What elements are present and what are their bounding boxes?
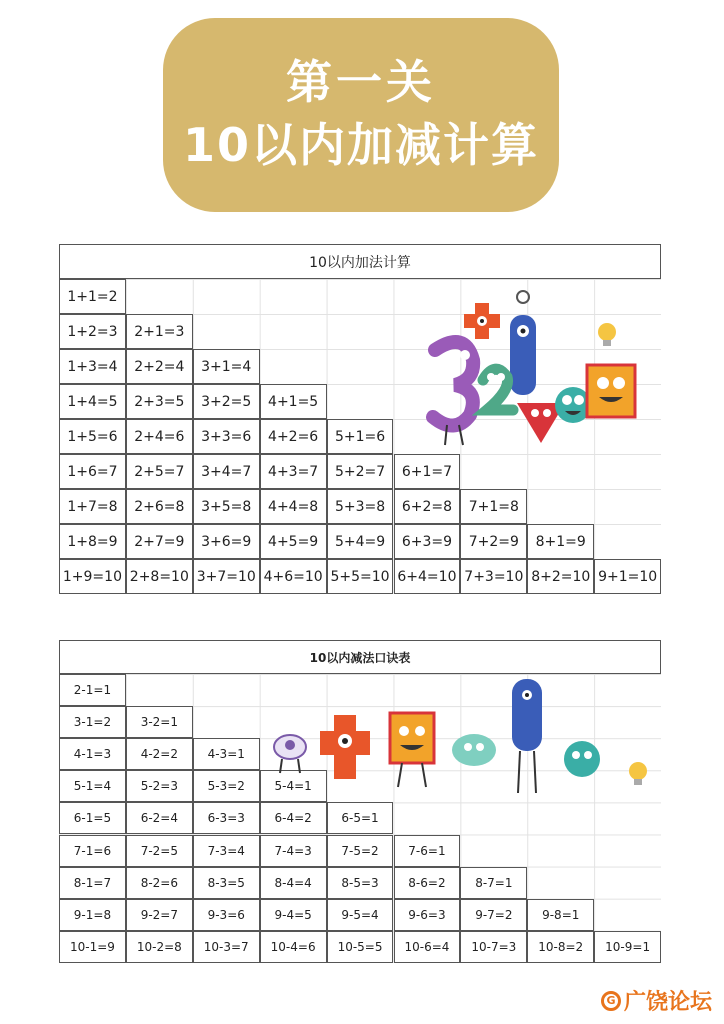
addition-equation-cell: 6+4=10 [394,559,461,594]
subtraction-equation-cell: 10-2=8 [126,931,193,963]
number-two-character-icon [483,369,513,410]
addition-equation-cell: 2+7=9 [126,524,193,559]
addition-equation-cell: 4+3=7 [260,454,327,489]
subtraction-equation-cell: 6-5=1 [327,802,394,834]
addition-equation-cell: 1+3=4 [59,349,126,384]
subtraction-equation-cell: 10-9=1 [594,931,661,963]
g-logo-icon: G [601,991,621,1011]
subtraction-equation-cell: 7-2=5 [126,835,193,867]
blue-tall-character-icon [512,679,542,793]
teal-round-character-icon [564,741,600,777]
lightbulb-icon [629,762,647,785]
addition-equation-cell: 6+3=9 [394,524,461,559]
addition-equation-cell: 6+1=7 [394,454,461,489]
subtraction-equation-cell: 8-1=7 [59,867,126,899]
subtraction-equation-cell: 5-3=2 [193,770,260,802]
orange-cross-character-icon [320,715,370,779]
subtraction-equation-cell: 6-4=2 [260,802,327,834]
number-characters-illustration [425,285,655,450]
subtraction-equation-cell: 5-2=3 [126,770,193,802]
subtraction-equation-cell: 8-4=4 [260,867,327,899]
addition-equation-cell: 4+6=10 [260,559,327,594]
subtraction-equation-cell: 8-5=3 [327,867,394,899]
watermark-text: 广饶论坛 [623,990,712,1015]
subtraction-equation-cell: 6-1=5 [59,802,126,834]
addition-equation-cell: 1+4=5 [59,384,126,419]
subtraction-equation-cell: 8-6=2 [394,867,461,899]
addition-equation-cell: 1+9=10 [59,559,126,594]
subtraction-equation-cell: 9-5=4 [327,899,394,931]
subtraction-equation-cell: 9-3=6 [193,899,260,931]
page-title-level: 第一关 [286,55,436,109]
addition-equation-cell: 1+6=7 [59,454,126,489]
addition-equation-cell: 5+3=8 [327,489,394,524]
subtraction-equation-cell: 3-1=2 [59,706,126,738]
number-three-character-icon [433,342,473,445]
addition-equation-cell: 4+4=8 [260,489,327,524]
subtraction-equation-cell: 10-3=7 [193,931,260,963]
addition-equation-cell: 1+8=9 [59,524,126,559]
subtraction-equation-cell: 5-4=1 [260,770,327,802]
addition-equation-cell: 5+4=9 [327,524,394,559]
subtraction-equation-cell: 2-1=1 [59,674,126,706]
subtraction-equation-cell: 6-2=4 [126,802,193,834]
green-hand-character-icon [452,734,496,766]
addition-equation-cell: 1+2=3 [59,314,126,349]
subtraction-equation-cell: 9-8=1 [527,899,594,931]
number-one-character-icon [510,291,536,395]
addition-equation-cell: 4+1=5 [260,384,327,419]
subtraction-equation-cell: 3-2=1 [126,706,193,738]
addition-equation-cell: 3+1=4 [193,349,260,384]
subtraction-equation-cell: 10-4=6 [260,931,327,963]
addition-equation-cell: 4+2=6 [260,419,327,454]
addition-equation-cell: 3+6=9 [193,524,260,559]
subtraction-equation-cell: 10-7=3 [460,931,527,963]
subtraction-equation-cell: 4-3=1 [193,738,260,770]
addition-equation-cell: 2+1=3 [126,314,193,349]
subtraction-equation-cell: 10-1=9 [59,931,126,963]
purple-blob-character-icon [274,735,306,773]
addition-equation-cell: 2+2=4 [126,349,193,384]
addition-equation-cell: 1+1=2 [59,279,126,314]
addition-equation-cell: 4+5=9 [260,524,327,559]
addition-equation-cell: 7+3=10 [460,559,527,594]
subtraction-equation-cell: 9-6=3 [394,899,461,931]
subtraction-equation-cell: 10-8=2 [527,931,594,963]
subtraction-equation-cell: 4-2=2 [126,738,193,770]
subtraction-equation-cell: 10-6=4 [394,931,461,963]
subtraction-equation-cell: 7-3=4 [193,835,260,867]
lightbulb-character-icon [598,323,616,346]
addition-equation-cell: 8+2=10 [527,559,594,594]
subtraction-equation-cell: 7-1=6 [59,835,126,867]
addition-equation-cell: 2+5=7 [126,454,193,489]
addition-equation-cell: 2+6=8 [126,489,193,524]
addition-equation-cell: 3+5=8 [193,489,260,524]
addition-equation-cell: 1+5=6 [59,419,126,454]
addition-equation-cell: 7+1=8 [460,489,527,524]
subtraction-equation-cell: 8-7=1 [460,867,527,899]
yellow-square-character-icon [390,713,434,787]
addition-table-header: 10以内加法计算 [59,244,661,278]
addition-equation-cell: 3+2=5 [193,384,260,419]
subtraction-equation-cell: 5-1=4 [59,770,126,802]
subtraction-equation-cell: 9-1=8 [59,899,126,931]
subtraction-equation-cell: 10-5=5 [327,931,394,963]
subtraction-equation-cell: 7-4=3 [260,835,327,867]
subtraction-equation-cell: 4-1=3 [59,738,126,770]
subtraction-equation-cell: 7-6=1 [394,835,461,867]
subtraction-equation-cell: 9-7=2 [460,899,527,931]
plus-character-icon [464,303,500,339]
shape-characters-illustration [268,675,658,800]
addition-equation-cell: 6+2=8 [394,489,461,524]
addition-equation-cell: 3+3=6 [193,419,260,454]
addition-equation-cell: 2+8=10 [126,559,193,594]
addition-equation-cell: 5+1=6 [327,419,394,454]
square-character-icon [587,365,635,417]
subtraction-equation-cell: 9-4=5 [260,899,327,931]
addition-equation-cell: 5+2=7 [327,454,394,489]
addition-equation-cell: 8+1=9 [527,524,594,559]
addition-equation-cell: 2+4=6 [126,419,193,454]
addition-equation-cell: 7+2=9 [460,524,527,559]
addition-equation-cell: 1+7=8 [59,489,126,524]
subtraction-equation-cell: 9-2=7 [126,899,193,931]
page-title: 10以内加减计算 [182,118,539,172]
addition-equation-cell: 9+1=10 [594,559,661,594]
subtraction-equation-cell: 8-3=5 [193,867,260,899]
title-badge [163,18,559,212]
subtraction-equation-cell: 6-3=3 [193,802,260,834]
addition-equation-cell: 3+7=10 [193,559,260,594]
watermark [601,985,712,1016]
addition-equation-cell: 2+3=5 [126,384,193,419]
subtraction-equation-cell: 7-5=2 [327,835,394,867]
addition-equation-cell: 5+5=10 [327,559,394,594]
subtraction-table-header: 10以内减法口诀表 [59,640,661,673]
addition-equation-cell: 3+4=7 [193,454,260,489]
subtraction-equation-cell: 8-2=6 [126,867,193,899]
